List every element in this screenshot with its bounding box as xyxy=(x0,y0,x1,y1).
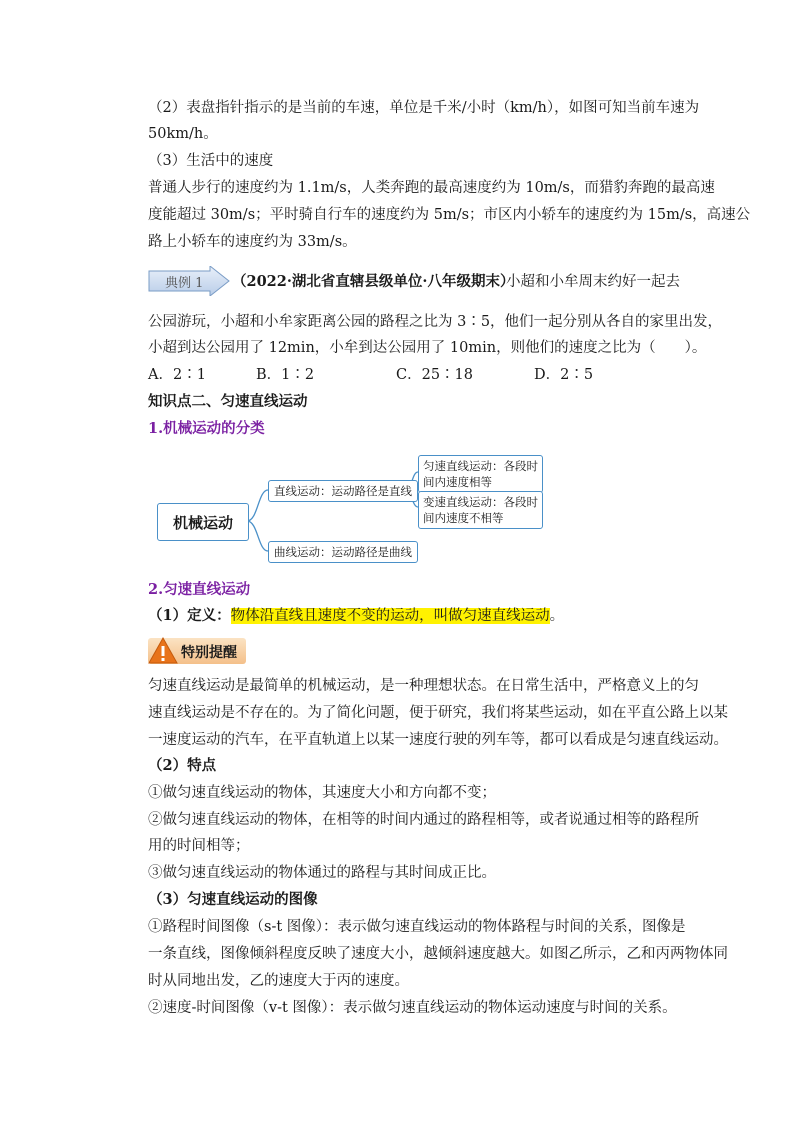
paragraph-speedometer: （2）表盘指针指示的是当前的车速，单位是千米/小时（km/h），如图可知当前车速为 xyxy=(148,100,700,116)
heading-life-speed: （3）生活中的速度 xyxy=(148,153,274,169)
option-a: A．2∶1 xyxy=(148,367,206,383)
mindmap-uniform-line1: 匀速直线运动：各段时 xyxy=(423,459,538,473)
warning-icon xyxy=(148,636,178,666)
definition-highlight: 物体沿直线且速度不变的运动，叫做匀速直线运动 xyxy=(230,608,550,624)
feature-2-line2: 用的时间相等； xyxy=(148,838,250,854)
heading-graphs: （3）匀速直线运动的图像 xyxy=(148,891,318,908)
graph-st-line1: ①路程时间图像（s-t 图像）：表示做匀速直线运动的物体路程与时间的关系，图像是 xyxy=(148,919,686,935)
example-question-1: 小超和小牟周末约好一起去 xyxy=(506,274,680,290)
graph-st-line2: 一条直线，图像倾斜程度反映了速度大小，越倾斜速度越大。如图乙所示，乙和丙两物体同 xyxy=(148,946,728,962)
mindmap-variable-line2: 间内速度不相等 xyxy=(423,511,504,525)
subheading-uniform-motion: 2.匀速直线运动 xyxy=(148,581,251,598)
feature-3: ③做匀速直线运动的物体通过的路程与其时间成正比。 xyxy=(148,865,496,881)
feature-1: ①做匀速直线运动的物体，其速度大小和方向都不变； xyxy=(148,785,496,801)
note-line-1: 匀速直线运动是最简单的机械运动，是一种理想状态。在日常生活中，严格意义上的匀 xyxy=(148,678,699,694)
option-c: C．25∶18 xyxy=(396,367,473,383)
option-d: D．2∶5 xyxy=(534,367,594,383)
mindmap-node-variable-motion xyxy=(418,491,543,529)
heading-features: （2）特点 xyxy=(148,757,217,774)
example-source: （2022·湖北省直辖县级单位·八年级期末） xyxy=(232,273,515,290)
mindmap-node-straight-motion: 直线运动：运动路径是直线 xyxy=(268,480,418,502)
graph-st-line3: 时从同地出发，乙的速度大于丙的速度。 xyxy=(148,973,409,989)
definition-line xyxy=(148,606,564,626)
mindmap-uniform-line2: 间内速度相等 xyxy=(423,475,492,489)
knowledge-point-heading: 知识点二、匀速直线运动 xyxy=(148,393,308,410)
graph-vt-line: ②速度-时间图像（v-t 图像）：表示做匀速直线运动的物体运动速度与时间的关系。 xyxy=(148,1000,677,1016)
paragraph-life-speed-2: 度能超过 30m/s；平时骑自行车的速度约为 5m/s；市区内小轿车的速度约为 15m/s，高速公 xyxy=(148,207,751,223)
note-line-3: 一速度运动的汽车，在平直轨道上以某一速度行驶的列车等，都可以看成是匀速直线运动。 xyxy=(148,732,728,748)
subheading-classification: 1.机械运动的分类 xyxy=(148,420,265,437)
definition-label: （1）定义： xyxy=(148,607,231,624)
mindmap-node-curve-motion: 曲线运动：运动路径是曲线 xyxy=(268,541,418,563)
example-tag-label: 典例 1 xyxy=(165,276,204,291)
paragraph-life-speed-1: 普通人步行的速度约为 1.1m/s，人类奔跑的最高速度约为 10m/s，而猎豹奔跑的最高速 xyxy=(148,180,715,196)
paragraph-life-speed-3: 路上小轿车的速度约为 33m/s。 xyxy=(148,234,357,250)
mindmap-root-mechanical-motion: 机械运动 xyxy=(157,503,249,541)
paragraph-speedometer-cont: 50km/h。 xyxy=(148,126,218,142)
feature-2-line1: ②做匀速直线运动的物体，在相等的时间内通过的路程相等，或者说通过相等的路程所 xyxy=(148,812,699,828)
example-question-2: 公园游玩，小超和小牟家距离公园的路程之比为 3∶5，他们一起分别从各自的家里出发， xyxy=(148,314,723,330)
mindmap-node-uniform-motion xyxy=(418,455,543,493)
example-question-3: 小超到达公园用了 12min，小牟到达公园用了 10min，则他们的速度之比为（ ）。 xyxy=(148,340,707,356)
mindmap-variable-line1: 变速直线运动：各段时 xyxy=(423,495,538,509)
definition-end: 。 xyxy=(549,608,565,624)
note-line-2: 速直线运动是不存在的。为了简化问题，便于研究，我们将某些运动，如在平直公路上以某 xyxy=(148,705,728,721)
special-reminder-label: 特别提醒 xyxy=(181,645,237,661)
option-b: B．1∶2 xyxy=(256,367,315,383)
